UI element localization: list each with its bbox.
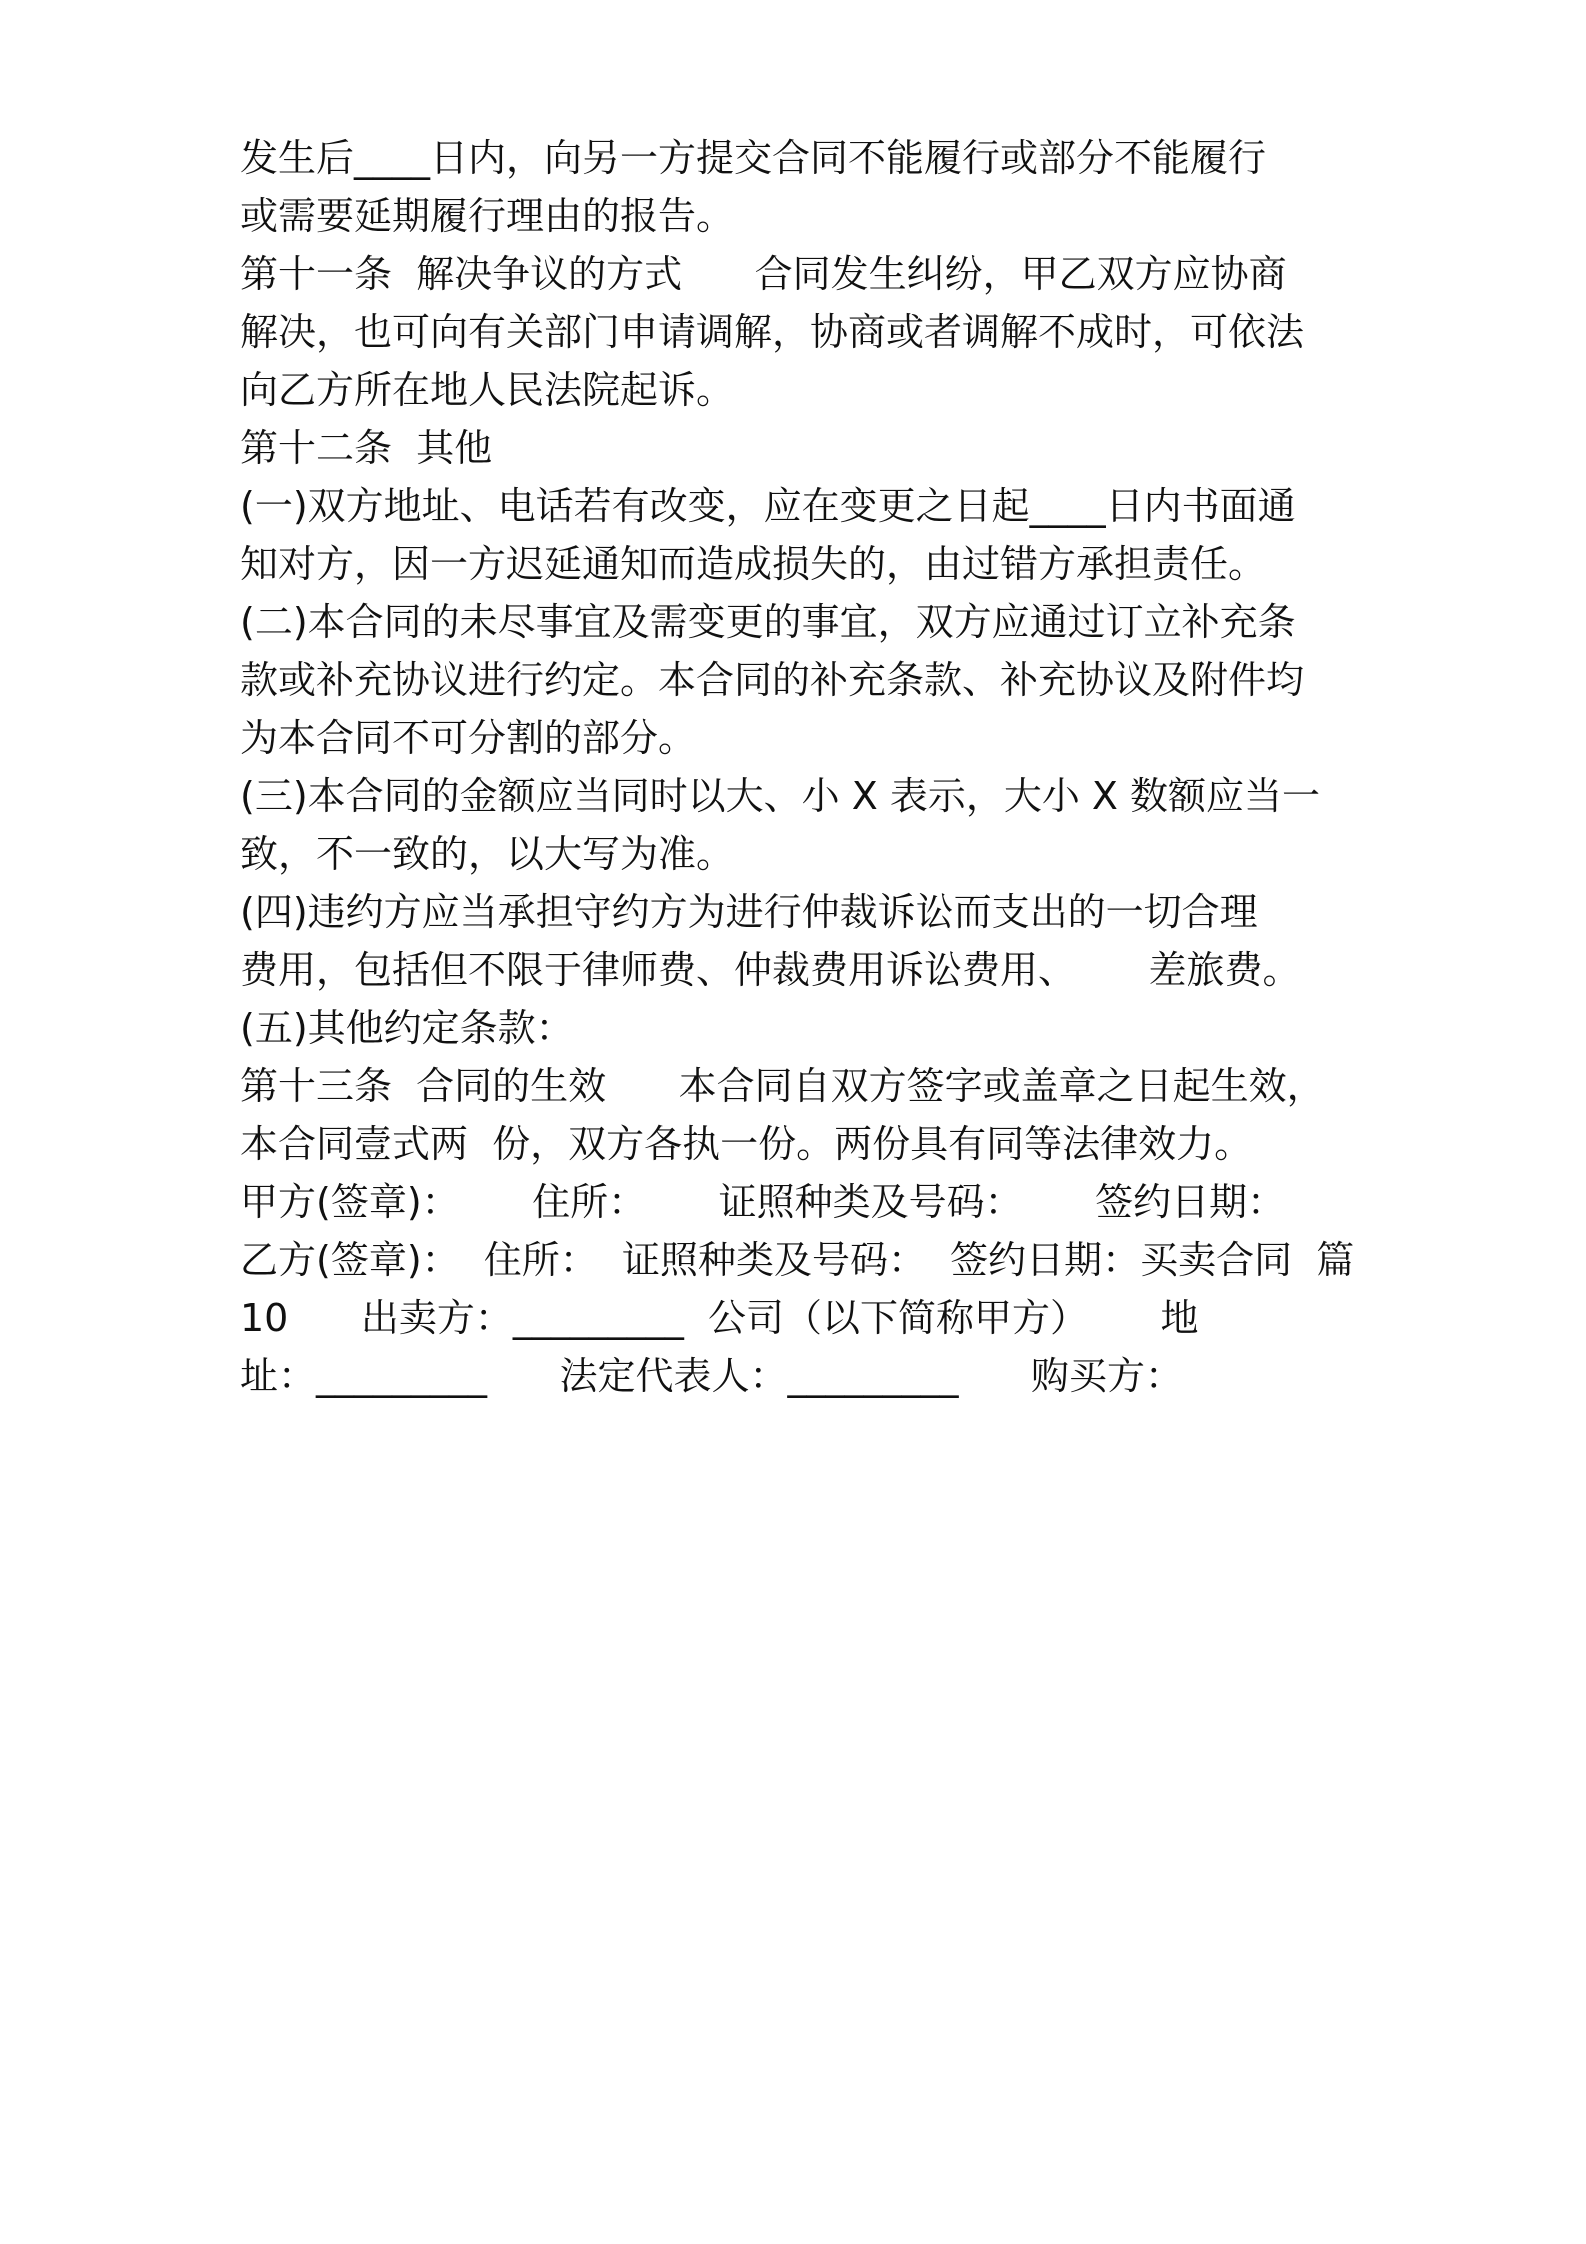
text-line: 第十二条 其他 [240, 426, 493, 470]
text-line: 乙方(签章)： 住所： 证照种类及号码： 签约日期：买卖合同 篇 [240, 1238, 1355, 1282]
text-line: 为本合同不可分割的部分。 [240, 716, 697, 760]
text-line: 发生后____日内，向另一方提交合同不能履行或部分不能履行 [240, 136, 1267, 180]
text-line: 10 出卖方：_________ 公司（以下简称甲方） 地 [240, 1296, 1199, 1340]
text-line: 本合同壹式两 份，双方各执一份。两份具有同等法律效力。 [240, 1122, 1253, 1166]
text-line: (一)双方地址、电话若有改变，应在变更之日起____日内书面通 [240, 484, 1296, 528]
text-line: 知对方，因一方迟延通知而造成损失的，由过错方承担责任。 [240, 542, 1267, 586]
text-line: 或需要延期履行理由的报告。 [240, 194, 735, 238]
text-line: 址：_________ 法定代表人：_________ 购买方： [240, 1354, 1183, 1398]
text-line: 致，不一致的，以大写为准。 [240, 832, 735, 876]
text-line: 甲方(签章)： 住所： 证照种类及号码： 签约日期： [240, 1180, 1286, 1224]
text-line: 费用，包括但不限于律师费、仲裁费用诉讼费用、 差旅费。 [240, 948, 1301, 992]
text-line: 款或补充协议进行约定。本合同的补充条款、补充协议及附件均 [240, 658, 1305, 702]
text-line: (三)本合同的金额应当同时以大、小 X 表示，大小 X 数额应当一 [240, 774, 1321, 818]
text-line: (四)违约方应当承担守约方为进行仲裁诉讼而支出的一切合理 [240, 890, 1258, 934]
text-line: (五)其他约定条款： [240, 1006, 574, 1050]
text-line: (二)本合同的未尽事宜及需变更的事宜，双方应通过订立补充条 [240, 600, 1296, 644]
text-line: 第十三条 合同的生效 本合同自双方签字或盖章之日起生效， [240, 1064, 1325, 1108]
text-line: 第十一条 解决争议的方式 合同发生纠纷，甲乙双方应协商 [240, 252, 1287, 296]
text-line: 向乙方所在地人民法院起诉。 [240, 368, 735, 412]
text-line: 解决，也可向有关部门申请调解，协商或者调解不成时，可依法 [240, 310, 1305, 354]
